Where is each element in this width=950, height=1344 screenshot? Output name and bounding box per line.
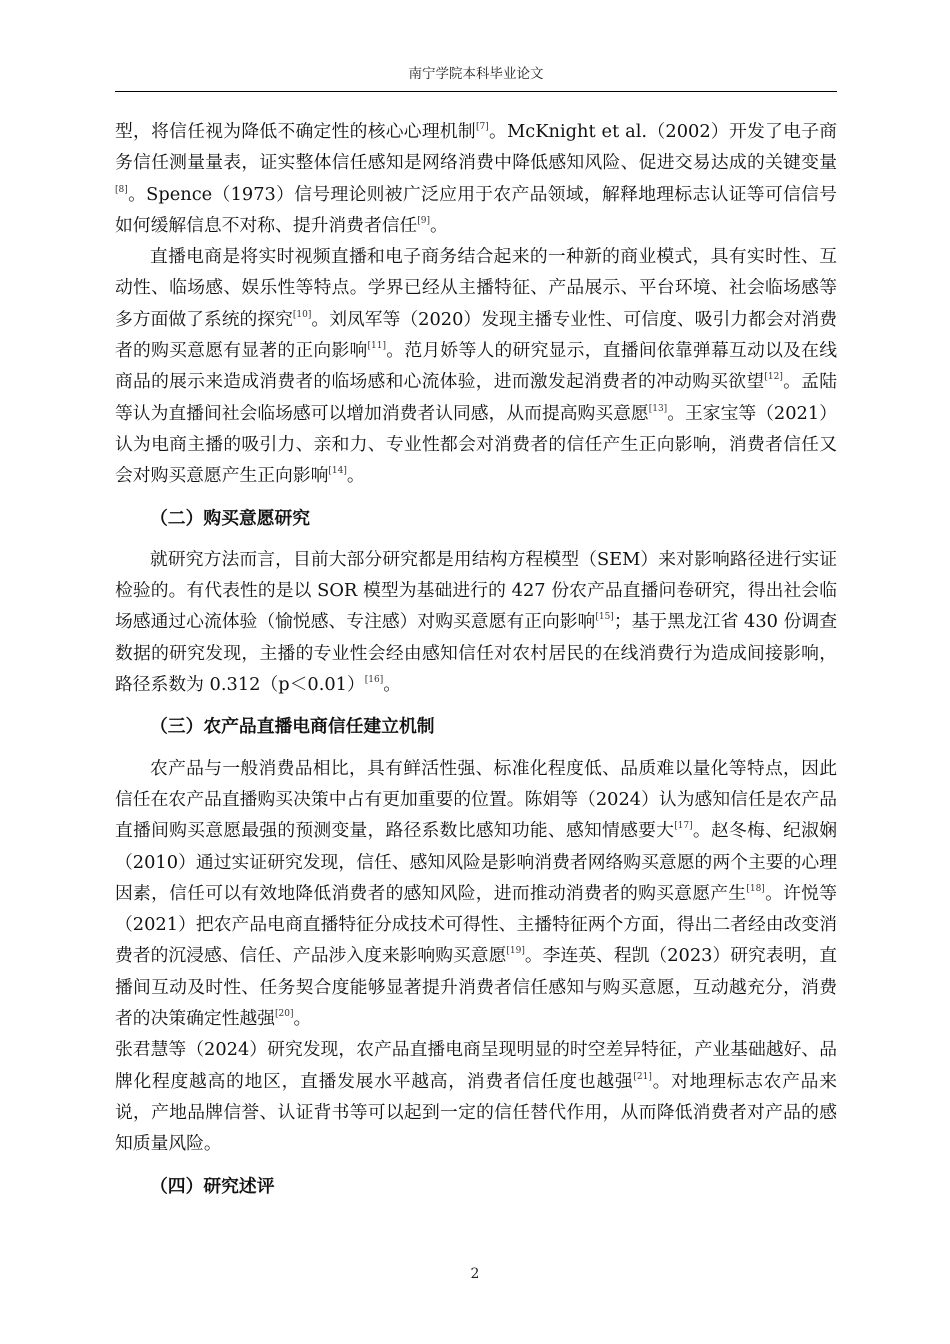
citation-marker: [9] bbox=[417, 215, 431, 226]
citation-marker: [16] bbox=[364, 675, 384, 686]
paragraph-text: 。许悦等（2021）把农产品电商直播特征分成技术可得性、主播特征两个方面，得出二者经由改变消费者的沉浸感、信任、产品涉入度来影响购买意愿 bbox=[115, 882, 837, 967]
citation-marker: [19] bbox=[506, 946, 525, 957]
paragraph-text: 直播电商是将实时视频直播和电子商务结合起来的一种新的商业模式，具有实时性、互动性、临场感、娱乐性等特点。学界已经从主播特征、产品展示、平台环境、社会临场感等多方面做了系统的探究 bbox=[115, 246, 837, 330]
citation-marker: [18] bbox=[746, 883, 765, 894]
paragraph-text: 。孟陆等认为直播间社会临场感可以增加消费者认同感，从而提高购买意愿 bbox=[115, 371, 837, 424]
citation-marker: [15] bbox=[595, 612, 614, 623]
paragraph-text: 。 bbox=[293, 1008, 312, 1030]
citation-marker: [21] bbox=[633, 1071, 652, 1082]
citation-marker: [17] bbox=[674, 821, 693, 832]
citation-marker: [11] bbox=[367, 341, 387, 352]
paragraph-text: 。 bbox=[383, 674, 402, 696]
paragraph-text: ；基于黑龙江省 430 份调查数据的研究发现，主播的专业性会经由感知信任对农村居民的在线消费行为造成间接影响，路径系数为 0.312（p＜0.01） bbox=[115, 611, 837, 696]
paragraph bbox=[115, 116, 837, 241]
paragraph-text: 型，将信任视为降低不确定性的核心心理机制 bbox=[115, 121, 476, 142]
paragraph-text: 。刘凤军等（2020）发现主播专业性、可信度、吸引力都会对消费者的购买意愿有显著的正向影响 bbox=[115, 308, 837, 362]
page-number: 2 bbox=[470, 1266, 480, 1282]
citation-marker: [10] bbox=[292, 309, 312, 320]
paragraph-text: 。王家宝等（2021）认为电商主播的吸引力、亲和力、专业性都会对消费者的信任产生正向影响，消费者信任又会对购买意愿产生正向影响 bbox=[115, 402, 837, 487]
paragraph-text: 。Spence（1973）信号理论则被广泛应用于农产品领域，解释地理标志认证等可信信号如何缓解信息不对称、提升消费者信任 bbox=[115, 183, 837, 236]
paragraph bbox=[115, 544, 837, 700]
paragraph-text: 。对地理标志农产品来说，产地品牌信誉、认证背书等可以起到一定的信任替代作用，从而降低消费者对产品的感知质量风险。 bbox=[115, 1070, 837, 1155]
paragraph-text: 。李连英、程凯（2023）研究表明，直播间互动及时性、任务契合度能够显著提升消费者信任感知与购买意愿，互动越充分，消费者的决策确定性越强 bbox=[115, 945, 837, 1030]
paragraph-text: 。 bbox=[346, 465, 365, 487]
citation-marker: [12] bbox=[764, 372, 783, 383]
paragraph-text: 。赵冬梅、纪淑娴（2010）通过实证研究发现，信任、感知风险是影响消费者网络购买意愿的两个主要的心理因素，信任可以有效地降低消费者的感知风险，进而推动消费者的购买意愿产生 bbox=[115, 820, 837, 904]
paragraph bbox=[115, 753, 837, 1035]
paragraph-text: 就研究方法而言，目前大部分研究都是用结构方程模型（SEM）来对影响路径进行实证检验的。有代表性的是以 SOR 模型为基础进行的 427 份农产品直播问卷研究，得出社会临场感通过心流体验（愉悦感、专注感）对购买意愿有正向影响 bbox=[115, 548, 837, 633]
paragraph-text: 。范月娇等人的研究显示，直播间依靠弹幕互动以及在线商品的展示来造成消费者的临场感和心流体验，进而激发起消费者的冲动购买欲望 bbox=[115, 340, 837, 393]
section-heading: （三）农产品直播电商信任建立机制 bbox=[150, 716, 435, 738]
body-text bbox=[115, 116, 837, 1212]
paragraph-text: 农产品与一般消费品相比，具有鲜活性强、标准化程度低、品质难以量化等特点，因此信任在农产品直播购买决策中占有更加重要的位置。陈娟等（2024）认为感知信任是农产品直播间购买意愿最强的预测变量，路径系数比感知功能、感知情感要大 bbox=[115, 757, 837, 842]
paragraph-text: 。McKnight et al.（2002）开发了电子商务信任测量量表，证实整体信任感知是网络消费中降低感知风险、促进交易达成的关键变量 bbox=[115, 121, 837, 174]
paragraph bbox=[115, 1034, 837, 1159]
paragraph-text: 张君慧等（2024）研究发现，农产品直播电商呈现明显的时空差异特征，产业基础越好、品牌化程度越高的地区，直播发展水平越高，消费者信任度也越强 bbox=[115, 1039, 837, 1092]
citation-marker: [14] bbox=[328, 466, 347, 477]
section-heading: （二）购买意愿研究 bbox=[150, 507, 311, 529]
header-divider bbox=[115, 91, 837, 92]
citation-marker: [20] bbox=[275, 1009, 294, 1020]
paragraph-text: 。 bbox=[430, 214, 448, 236]
page-header: 南宁学院本科毕业论文 bbox=[408, 66, 544, 82]
citation-marker: [13] bbox=[648, 403, 668, 414]
section-heading: （四）研究述评 bbox=[150, 1175, 275, 1197]
paragraph bbox=[115, 241, 837, 491]
citation-marker: [8] bbox=[115, 184, 128, 195]
citation-marker: [7] bbox=[476, 122, 489, 132]
